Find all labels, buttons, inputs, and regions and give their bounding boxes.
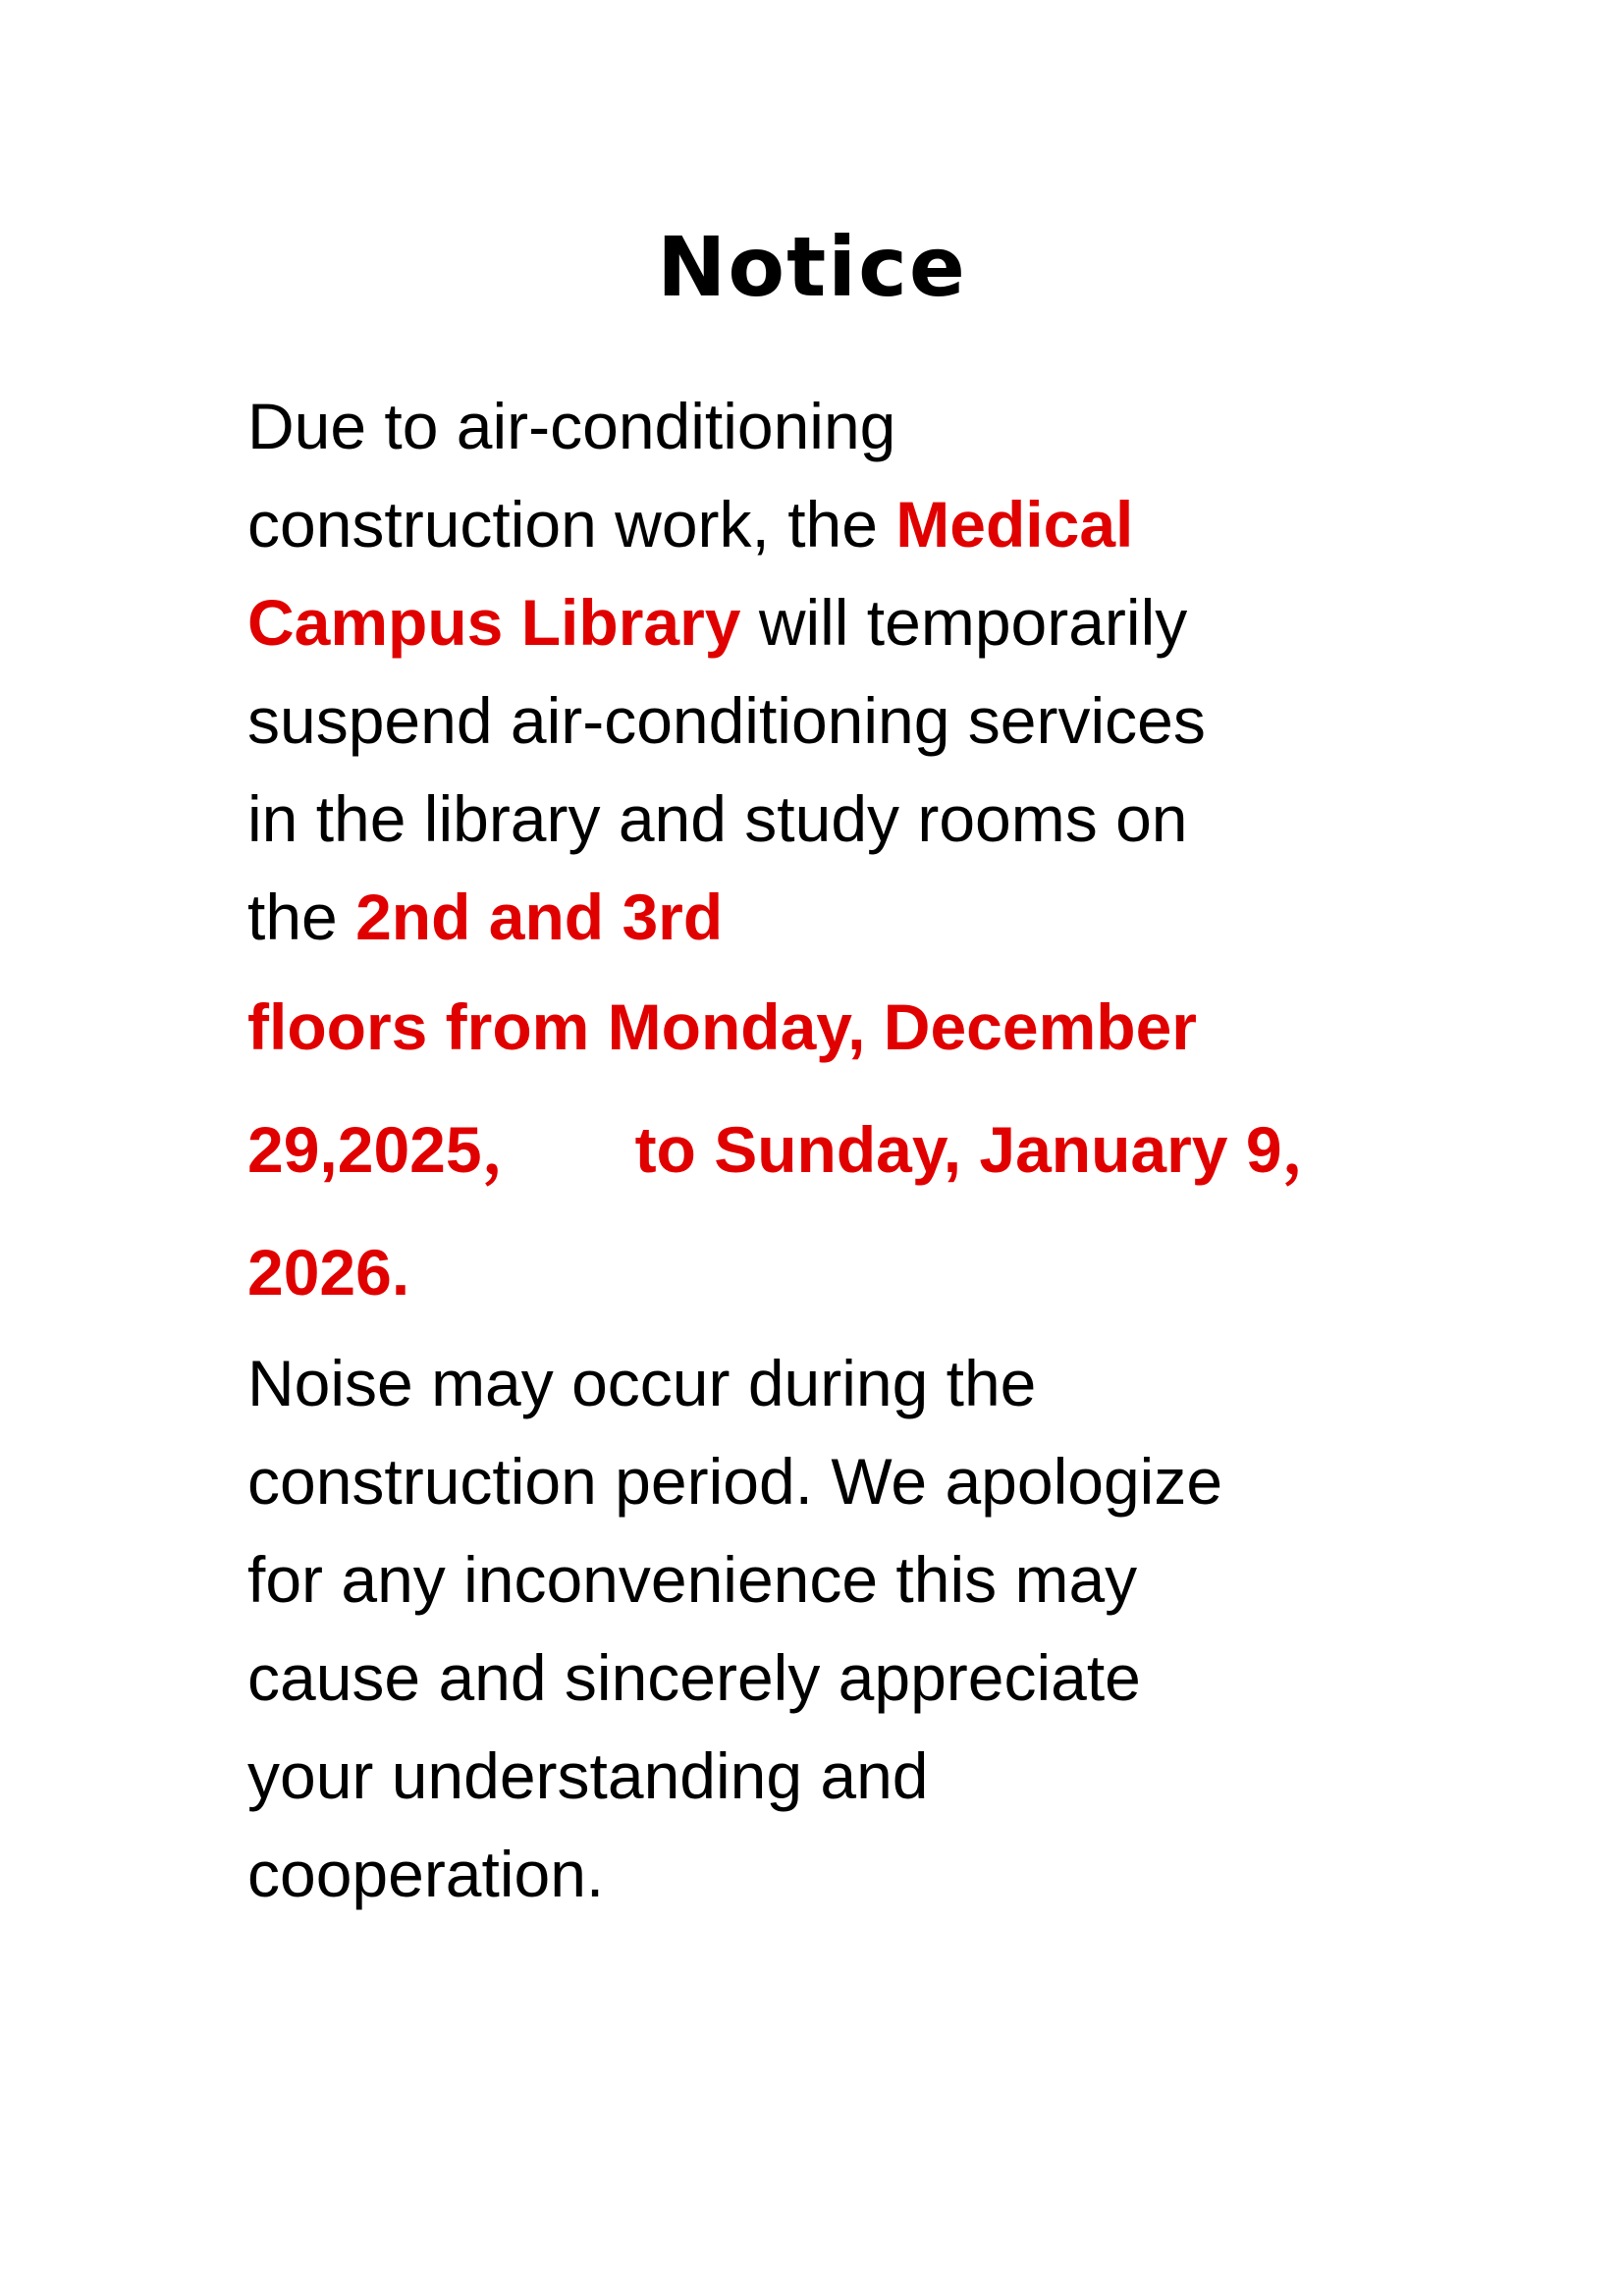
notice-title: Notice [657,219,967,315]
highlight-library-name: Campus Library [247,586,741,659]
body-line-1 [247,377,1426,475]
body-text: Due to air-conditioning [247,390,896,462]
body-line-9 [247,1211,1426,1334]
notice-body [247,377,1426,1923]
body-line-11 [247,1432,1426,1530]
body-line-5 [247,770,1426,868]
body-text: in the library and study rooms on [247,782,1188,855]
body-text: Noise may occur during the [247,1347,1037,1419]
highlight-end-year: 2026. [247,1236,410,1308]
body-text: for any inconvenience this may [247,1543,1138,1616]
body-text: your understanding and [247,1739,929,1812]
body-text: construction work, the [247,488,896,561]
body-line-15 [247,1825,1426,1923]
body-text: cause and sincerely appreciate [247,1641,1141,1714]
body-text: cooperation. [247,1838,605,1910]
body-text: the [247,881,356,953]
highlight-end-date: to Sunday, January 9， [634,1113,1347,1186]
body-line-6 [247,868,1426,966]
highlight-date-range: floors from Monday, December [247,990,1197,1063]
body-text: will temporarily [740,586,1188,659]
highlight-library-name: Medical [895,488,1134,561]
body-line-12 [247,1530,1426,1629]
body-line-2 [247,475,1426,573]
body-text: construction period. We apologize [247,1445,1223,1518]
body-line-14 [247,1727,1426,1825]
highlight-floors: 2nd and 3rd [355,881,724,953]
body-text: suspend air-conditioning services [247,684,1206,757]
body-line-3 [247,573,1426,671]
body-line-13 [247,1629,1426,1727]
body-line-8 [247,1089,1426,1211]
body-line-10 [247,1334,1426,1432]
body-line-7 [247,966,1426,1089]
body-line-4 [247,671,1426,770]
highlight-start-date: 29,2025， [247,1113,547,1186]
